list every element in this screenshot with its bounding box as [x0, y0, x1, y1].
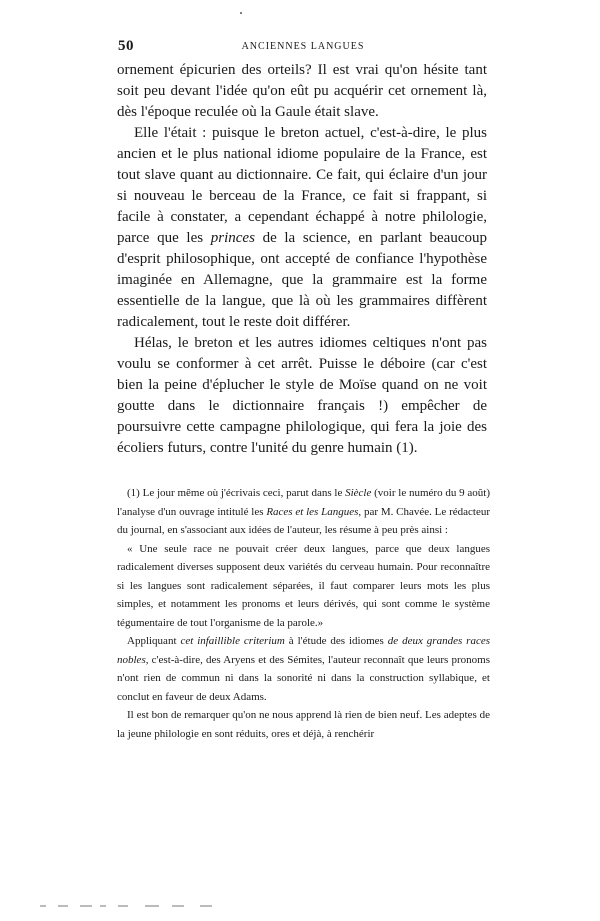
emphasis-criterium: cet infaillible criterium	[180, 635, 285, 647]
book-title: Races et les Langues	[266, 505, 359, 518]
running-head: ANCIENNES LANGUES	[241, 41, 365, 52]
scan-artifact	[0, 905, 600, 911]
main-text	[117, 60, 487, 459]
footnote-text: Appliquant	[127, 635, 181, 647]
footnotes	[117, 484, 490, 743]
footnote-text: (1) Le jour même où j'écrivais ceci, parut dans le	[127, 487, 346, 499]
footnote-appliquant	[117, 632, 490, 706]
footnote-text: (voir le numéro du 9 août) l'analyse d'un ouvrage intitulé les	[117, 487, 491, 518]
paragraph-text: Elle l'était : puisque le breton actuel, c'est-à-dire, le plus ancien et le plus national idiome populaire de la France, est tout slave quant au dictionnaire. Ce fait, qui éclaire d'un jour si nouveau le berceau de la France, ce fait si frappant, si facile à constater, a cependant échappé à notre philologie, parce que les	[117, 125, 487, 246]
paragraph-breton-slave	[117, 123, 487, 333]
paragraph-text: de la science, en parlant beaucoup d'esprit philosophique, ont accepté de confiance l'hypothèse imaginée en Allemagne, que la grammaire est la forme essentielle de la langue, que là où les grammaires diffèrent radicalement, tout le reste doit différer.	[117, 230, 487, 330]
printer-mark	[240, 12, 242, 14]
page-header	[118, 38, 488, 58]
journal-title: Siècle	[345, 487, 372, 499]
emphasis-princes: princes	[210, 230, 255, 246]
paragraph-continuation: ornement épicurien des orteils? Il est vrai qu'on hésite tant soit peu devant l'idée qu'on eût pu acquérir cet ornement là, dès l'époque reculée où la Gaule était slave.	[117, 62, 487, 120]
footnote-remarque: Il est bon de remarquer qu'on ne nous apprend là rien de bien neuf. Les adeptes de la jeune philologie en sont réduits, ores et déjà, à renchérir	[117, 709, 490, 740]
footnote-1	[117, 484, 490, 540]
footnote-text: , par M. Chavée. Le rédacteur du journal, en s'associant aux idées de l'auteur, les résume à peu près ainsi :	[117, 505, 490, 536]
footnote-text: à l'étude des idiomes	[284, 635, 388, 647]
footnote-text: , c'est-à-dire, des Aryens et des Sémites, l'auteur reconnaît que leurs pronoms n'ont rien de commun ni dans la sonorité ni dans la construction syllabique, et conclut en faveur de deux Adams.	[117, 653, 490, 703]
paragraph-helas: Hélas, le breton et les autres idiomes celtiques n'ont pas voulu se conformer à cet arrêt. Puisse le déboire (car c'est bien la peine d'éplucher le style de Moïse quand on ne voit goutte dans le dictionnaire français !) empêcher de poursuivre cette campagne philologique, qui fera la joie des écoliers futurs, contre l'unité du genre humain (1).	[117, 335, 487, 456]
emphasis-races: de deux grandes races nobles	[117, 635, 490, 666]
page-number: 50	[118, 38, 134, 54]
footnote-quote: « Une seule race ne pouvait créer deux langues, parce que deux langues radicalement diverses supposent deux variétés du cerveau humain. Pour reconnaître si les langues sont radicalement séparées, il faut comparer leurs mots les plus simples, et notamment les pronoms et leurs dérivés, qui sont comme le système tégumentaire de tout l'organisme de la parole.»	[117, 542, 490, 629]
